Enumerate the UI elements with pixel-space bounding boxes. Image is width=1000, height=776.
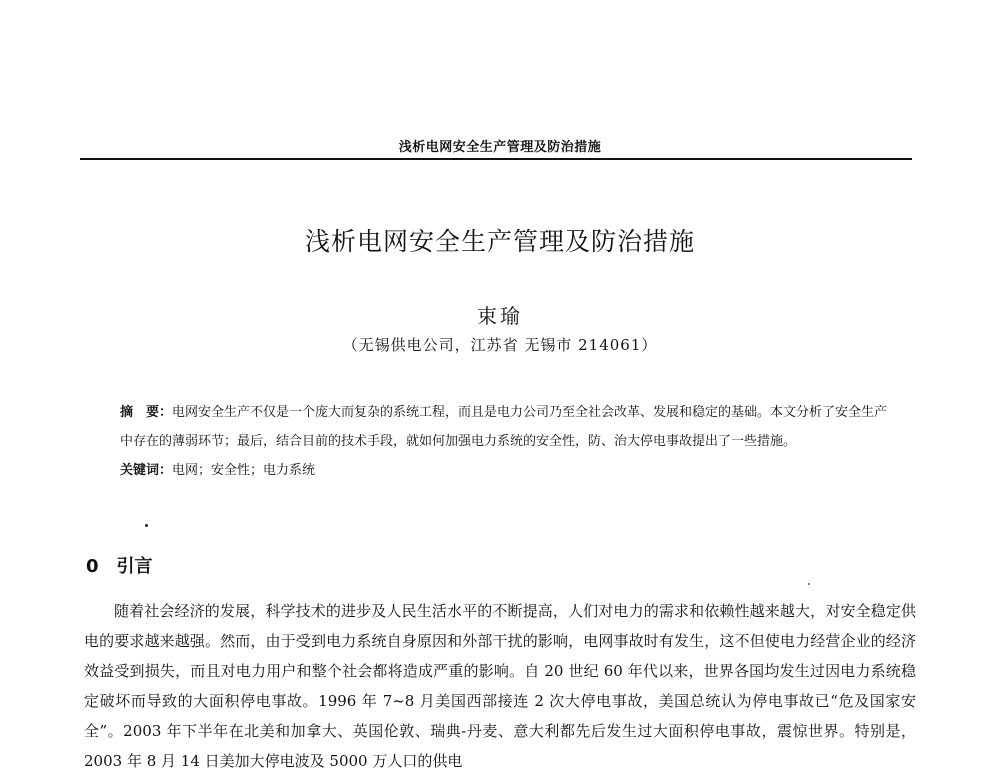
author-affiliation: （无锡供电公司，江苏省 无锡市 214061） bbox=[342, 336, 658, 354]
abstract-block bbox=[120, 398, 890, 485]
body-paragraph: 随着社会经济的发展，科学技术的进步及人民生活水平的不断提高，人们对电力的需求和依赖性越来越大，对安全稳定供电的要求越来越强。然而，由于受到电力系统自身原因和外部干扰的影响，电网事故时有发生，这不但使电力经营企业的经济效益受到损失，而且对电力用户和整个社会都将造成严重的影响。自 20 世纪 60 年代以来，世界各国均发生过因电力系统稳定破坏而导致的大面积停电事故。1996 年 7~8 月美国西部接连 2 次大停电事故，美国总统认为停电事故已“危及国家安全”。2003 年下半年在北美和加拿大、英国伦敦、瑞典-丹麦、意大利都先后发生过大面积停电事故，震惊世界。特别是，2003 年 8 月 14 日美加大停电波及 5000 万人口的供电 bbox=[84, 602, 916, 770]
abstract-label: 摘 要： bbox=[120, 405, 173, 420]
scan-speck bbox=[145, 524, 148, 527]
author-name: 束瑜 bbox=[477, 304, 523, 328]
keywords-text: 电网；安全性；电力系统 bbox=[172, 463, 316, 478]
keywords-label: 关键词： bbox=[120, 463, 173, 478]
abstract-paragraph bbox=[120, 398, 890, 456]
body-text bbox=[84, 596, 916, 776]
header-rule bbox=[80, 158, 912, 160]
section-number: 0 bbox=[86, 556, 99, 577]
running-header: 浅析电网安全生产管理及防治措施 bbox=[398, 140, 602, 155]
scan-speck bbox=[808, 583, 810, 585]
paper-title: 浅析电网安全生产管理及防治措施 bbox=[304, 227, 695, 256]
abstract-text: 电网安全生产不仅是一个庞大而复杂的系统工程，而且是电力公司乃至全社会改革、发展和稳定的基础。本文分析了安全生产中存在的薄弱环节；最后，结合目前的技术手段，就如何加强电力系统的安全性，防、治大停电事故提出了一些措施。 bbox=[120, 405, 888, 449]
section-heading bbox=[86, 552, 153, 578]
keywords-paragraph bbox=[120, 456, 890, 485]
section-title: 引言 bbox=[116, 556, 153, 577]
